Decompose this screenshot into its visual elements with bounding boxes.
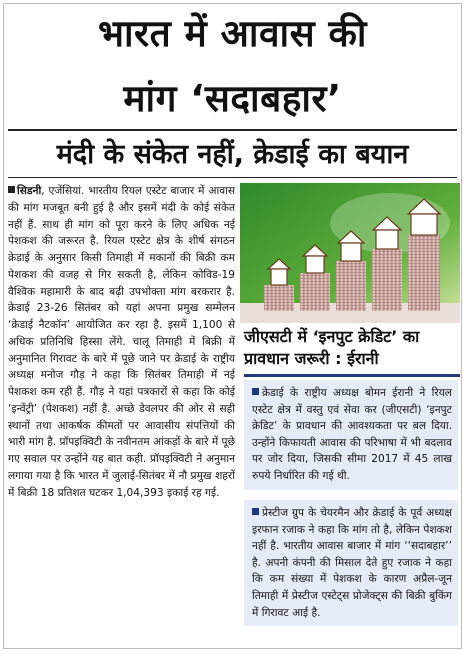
- dateline: सिडनी: [17, 185, 42, 197]
- subheadline: मंदी के संकेत नहीं, क्रेडाई का बयान: [56, 139, 409, 170]
- headline-divider: [8, 129, 457, 131]
- subheadline-divider: [8, 177, 457, 178]
- article-text: , एजेंसियां. भारतीय रियल एस्टेट बाजार में आवास की मांग मजबूत बनी हुई है और इसमें मंदी के कोई संकेत नहीं हैं. साथ ही मांग को पूरा करने के लिए अधिक नई पेशकश की जरूरत है. रियल एस्टेट क्षेत्र के शीर्ष संगठन क्रेडाई के अनुसार किसी तिमाही में मकानों की बिक्री कम पेशकश की वजह से गिर सकती है, लेकिन कोविड-19 वैश्विक महामारी के बाद बढ़ी उपभोक्ता मांग बरकरार है. क्रेडाई 23-26 सितंबर को यहां अपना प्रमुख सम्मेलन ‘क्रेडाई नैटकॉन’ आयोजित कर रहा है. इसमें 1,100 से अधिक प्रतिनिधि हिस्सा लेंगे. चालू तिमाही में बिक्री में अनुमानित गिरावट के बारे में पूछे जाने पर क्रेडाई के राष्ट्रीय अध्यक्ष मनोज गौड़ ने कहा कि सितंबर तिमाही में नई पेशकश कम रही हैं. गौड़ ने यहां पत्रकारों से कहा कि कोई ‘इन्वेंट्री’ (पेशकश) नहीं है. अच्छे डेवलपर की ओर से सही स्थानों तथा आकर्षक कीमतों पर आवासीय संपत्तियों की भारी मांग है. प्रॉपइक्विटी के नवीनतम आंकड़ों के बारे में पूछे गए सवाल पर उन्होंने यह बात कही. प्रॉपइक्विटी ने अनुमान लगाया गया है कि भारत में जुलाई-सितंबर में नौ प्रमुख शहरों में बिक्री 18 प्रतिशत घटकर 1,04,393 इकाई रह गई.: [8, 185, 235, 499]
- sidebar-box-2: [244, 500, 458, 626]
- sidebar-divider: [244, 374, 460, 377]
- sidebar-box-1: [244, 380, 458, 490]
- sidebar-box-1-text: क्रेडाई के राष्ट्रीय अध्यक्ष बोमन ईरानी ने रियल एस्टेट क्षेत्र में वस्तु एवं सेवा कर (जीएसटी) ‘इनपुट क्रेडिट’ के प्रावधान की आवश्यकता पर बल दिया. उन्होंने किफायती आवास की परिभाषा में भी बदलाव पर जोर दिया, जिसकी सीमा 2017 में 45 लाख रुपये निर्धारित की गई थी.: [252, 387, 452, 482]
- headline: [8, 8, 457, 124]
- headline-line-2: मांग ‘सदाबहार’: [123, 77, 342, 120]
- sidebar-box-2-text: प्रेस्टीज ग्रुप के चेयरमैन और क्रेडाई के पूर्व अध्यक्ष इरफान रजाक ने कहा कि मांग तो है, लेकिन पेशकश नहीं है. भारतीय आवास बाजार में मांग ‘‘सदाबहार’’ है. अपनी कंपनी की मिसाल देते हुए रजाक ने कहा कि कम संख्या में पेशकश के कारण अप्रैल-जून तिमाही में प्रेस्टीज एस्टेट्स प्रोजेक्ट्स की बिक्री बुकिंग में गिरावट आई है.: [252, 507, 452, 619]
- article-body: [8, 183, 235, 501]
- sidebar-headline: जीएसटी में ‘इनपुट क्रेडिट’ का प्रावधान जरूरी : ईरानी: [244, 327, 420, 368]
- headline-line-1: भारत में आवास की: [97, 12, 368, 55]
- bullet-square-icon: [252, 508, 259, 515]
- houses-on-coins-photo: [240, 183, 460, 323]
- bullet-square-icon: [252, 388, 259, 395]
- bullet-square-icon: [8, 186, 15, 193]
- coin-stacks-with-houses-illustration: [240, 183, 460, 323]
